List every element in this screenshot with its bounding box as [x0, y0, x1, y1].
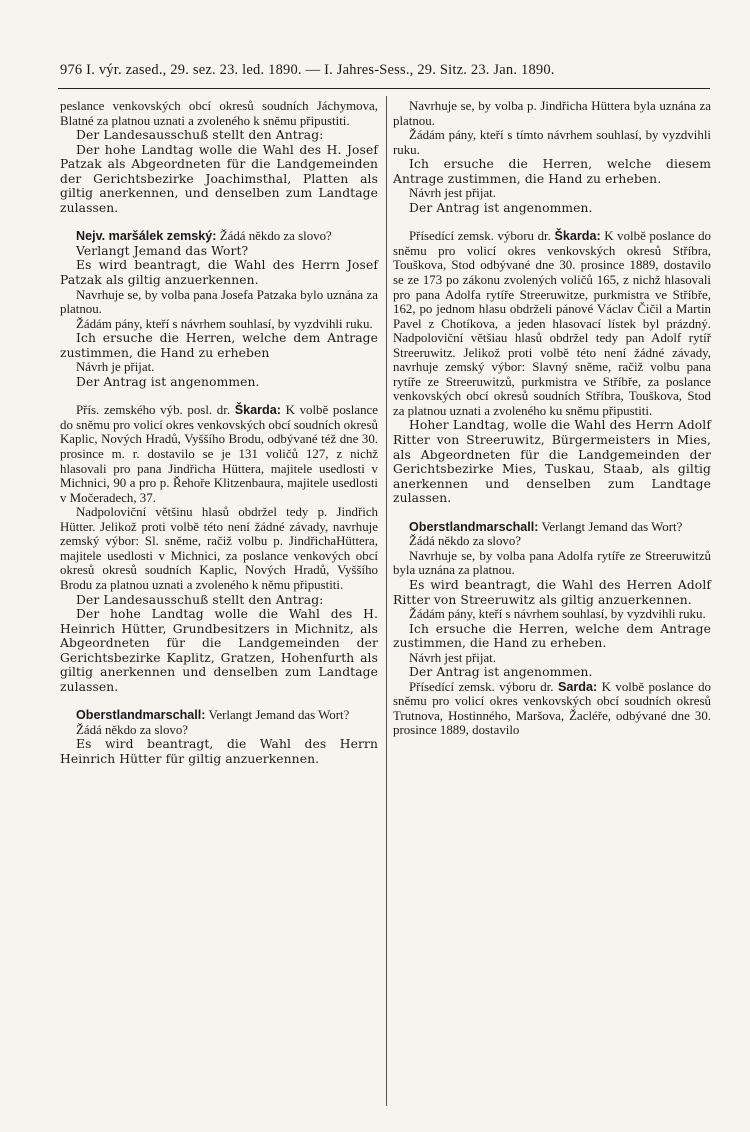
right-paragraph: Ich ersuche die Herren, welche diesem Antrage zustimmen, die Hand zu erheben. — [393, 157, 711, 186]
left-paragraph: Der hohe Landtag wolle die Wahl des H. Heinrich Hütter, Grundbesitzers in Michnitz, als Abgeordneten für die Landgemeinden der Gerichtsbezirke Kaplitz, Gratzen, Hohenfurth als giltig anerkennen und denselben zum Landtage zulassen. — [60, 607, 378, 694]
right-column — [393, 99, 711, 738]
left-column — [60, 99, 378, 767]
right-paragraph: Přísedící zemsk. výboru dr. Škarda: K volbě poslance do sněmu pro volicí okres venkovských okresů Stříbra, Touškova, Stod odbývané dne 30. prosince 1889, dostavilo se ze 173 po zákonu zvolených voličů 165, z nichž hlasovali pro pana Adolfa rytíře Streeruwitze, purkmistra ve Stříbře, 162, po jednom hlasu obdrželi pánové Václav Čičil a Martin Pavel z Chotíkova, a jeden hlasovací lístek byl prázdný. Nadpoloviční většiau hlasů obdržel tedy pan Adolf rytíř Streeruwitz. Jelikož proti volbě této není žádné závady, navrhuje zemský výbor: Slavný sněme, račiž volbu pana rytíře ze Streeruwitzů, purkmistra ve Stříbře, za poslance venkovských obcí okresů soudních Stříbra, Touškova, Stod za platnou uznati a zvoleného ku sněmu připustiti. — [393, 229, 711, 418]
right-paragraph: Es wird beantragt, die Wahl des Herren Adolf Ritter von Streeruwitz als giltig anzuerkennen. — [393, 577, 711, 607]
right-paragraph: Hoher Landtag, wolle die Wahl des Herrn Adolf Ritter von Streeruwitz, Bürgermeisters in Mies, als Abgeordneten für die Landgemeinden der Gerichtsbezirke Mies, Tuskau, Staab, als giltig anerkennen und denselben zum Landtage zulassen. — [393, 418, 711, 506]
left-paragraph: Žádám pány, kteří s návrhem souhlasí, by vyzdvihli ruku. — [76, 316, 373, 331]
speaker-label: Škarda: — [234, 403, 281, 418]
right-paragraph: Žádám pány, kteří s tímto návrhem souhlasí, by vyzdvihli ruku. — [393, 128, 711, 157]
header-rule — [58, 88, 710, 89]
left-paragraph: Ich ersuche die Herren, welche dem Antrage zustimmen, die Hand zu erheben — [60, 331, 378, 360]
left-paragraph: Der Landesausschuß stellt den Antrag: — [76, 592, 324, 607]
right-paragraph: Žádám pány, kteří s návrhem souhlasí, by vyzdvihli ruku. — [409, 607, 706, 622]
column-divider — [386, 96, 387, 1106]
left-paragraph: Návrh je přijat. — [76, 360, 155, 375]
right-paragraph: Der Antrag ist angenommen. — [409, 665, 593, 680]
left-paragraph: Navrhuje se, by volba pana Josefa Patzaka bylo uznána za platnou. — [60, 287, 378, 317]
speaker-label: Sarda: — [557, 679, 598, 694]
right-paragraph: Navrhuje se, by volba pana Adolfa rytíře ze Streeruwitzů byla uznána za platnou. — [393, 548, 711, 578]
right-paragraph: Žádá někdo za slovo? — [409, 534, 522, 549]
right-paragraph: Oberstlandmarschall: Verlangt Jemand das Wort? — [409, 519, 683, 534]
left-paragraph: Přís. zemského výb. posl. dr. Škarda: K volbě poslance do sněmu pro volicí okres venkovských obcí soudních okresů Kaplic, Nových Hradů, Vyššího Brodu, odbývané též dne 30. prosince m. r. dostavilo se je 131 voličů 127, z nichž hlasovali pro pana Jindřicha Hüttera, majitele usedlosti v Michnici, 90 a pro p. Řehoře Klitzenbaura, majitele usedlosti v Močeradech, 37. — [60, 403, 378, 505]
left-paragraph: Žádá někdo za slovo? — [76, 722, 189, 737]
left-paragraph: Der Antrag ist angenommen. — [76, 374, 260, 389]
left-paragraph: Nadpoloviční většinu hlasů obdržel tedy p. Jindřich Hütter. Jelikož proti volbě této není žádné závady, navrhuje zemský výbor: Sl. sněme, račiž volbu p. JindřichaHüttera, majitele usedlosti v Michnici, za poslance venkových obcí okresů okresů soudních Kaplic, Nových Hradů, Vyššího Brodu za platnou uznati a zvoleného k němu připustiti. — [60, 505, 378, 592]
right-paragraph: Navrhuje se, by volba p. Jindřicha Hüttera byla uznána za platnou. — [393, 99, 711, 128]
left-paragraph: Es wird beantragt, die Wahl des Herrn Josef Patzak als giltig anzuerkennen. — [60, 258, 378, 288]
left-paragraph: peslance venkovských obcí okresů soudních Jáchymova, Blatné za platnou uznati a zvoleného k sněmu připustiti. — [60, 99, 378, 128]
right-paragraph: Přísedící zemsk. výboru dr. Sarda: K volbě poslance do sněmu pro volicí okres venkovských obcí soudních okresů Trutnova, Hostinného, Maršova, Žacléře, odbývané dne 30. prosince 1889, dostavilo — [393, 679, 711, 738]
speaker-label: Škarda: — [554, 229, 601, 244]
left-paragraph: Verlangt Jemand das Wort? — [76, 243, 249, 258]
right-paragraph: Návrh jest přijat. — [409, 650, 496, 665]
left-paragraph: Der hohe Landtag wolle die Wahl des H. Josef Patzak als Abgeordneten für die Landgemeinden der Gerichtsbezirke Joachimsthal, Platten als giltig anerkennen, und denselben zum Landtage zulassen. — [60, 142, 378, 215]
speaker-label: Oberstlandmarschall: — [409, 519, 539, 534]
left-paragraph: Es wird beantragt, die Wahl des Herrn Heinrich Hütter für giltig anzuerkennen. — [60, 737, 378, 766]
right-paragraph: Der Antrag ist angenommen. — [409, 200, 593, 215]
left-paragraph: Oberstlandmarschall: Verlangt Jemand das Wort? — [76, 708, 350, 723]
right-paragraph: Ich ersuche die Herren, welche dem Antrage zustimmen, die Hand zu erheben. — [393, 621, 711, 651]
speaker-label: Oberstlandmarschall: — [76, 708, 206, 723]
speaker-label: Nejv. maršálek zemský: — [76, 229, 217, 244]
left-paragraph: Nejv. maršálek zemský: Žádá někdo za slovo? — [76, 229, 332, 244]
right-paragraph: Návrh jest přijat. — [409, 186, 496, 201]
left-paragraph: Der Landesausschuß stellt den Antrag: — [76, 128, 324, 143]
page-header: 976 I. výr. zased., 29. sez. 23. led. 1890. — I. Jahres-Sess., 29. Sitz. 23. Jan. 1890. — [60, 62, 555, 78]
